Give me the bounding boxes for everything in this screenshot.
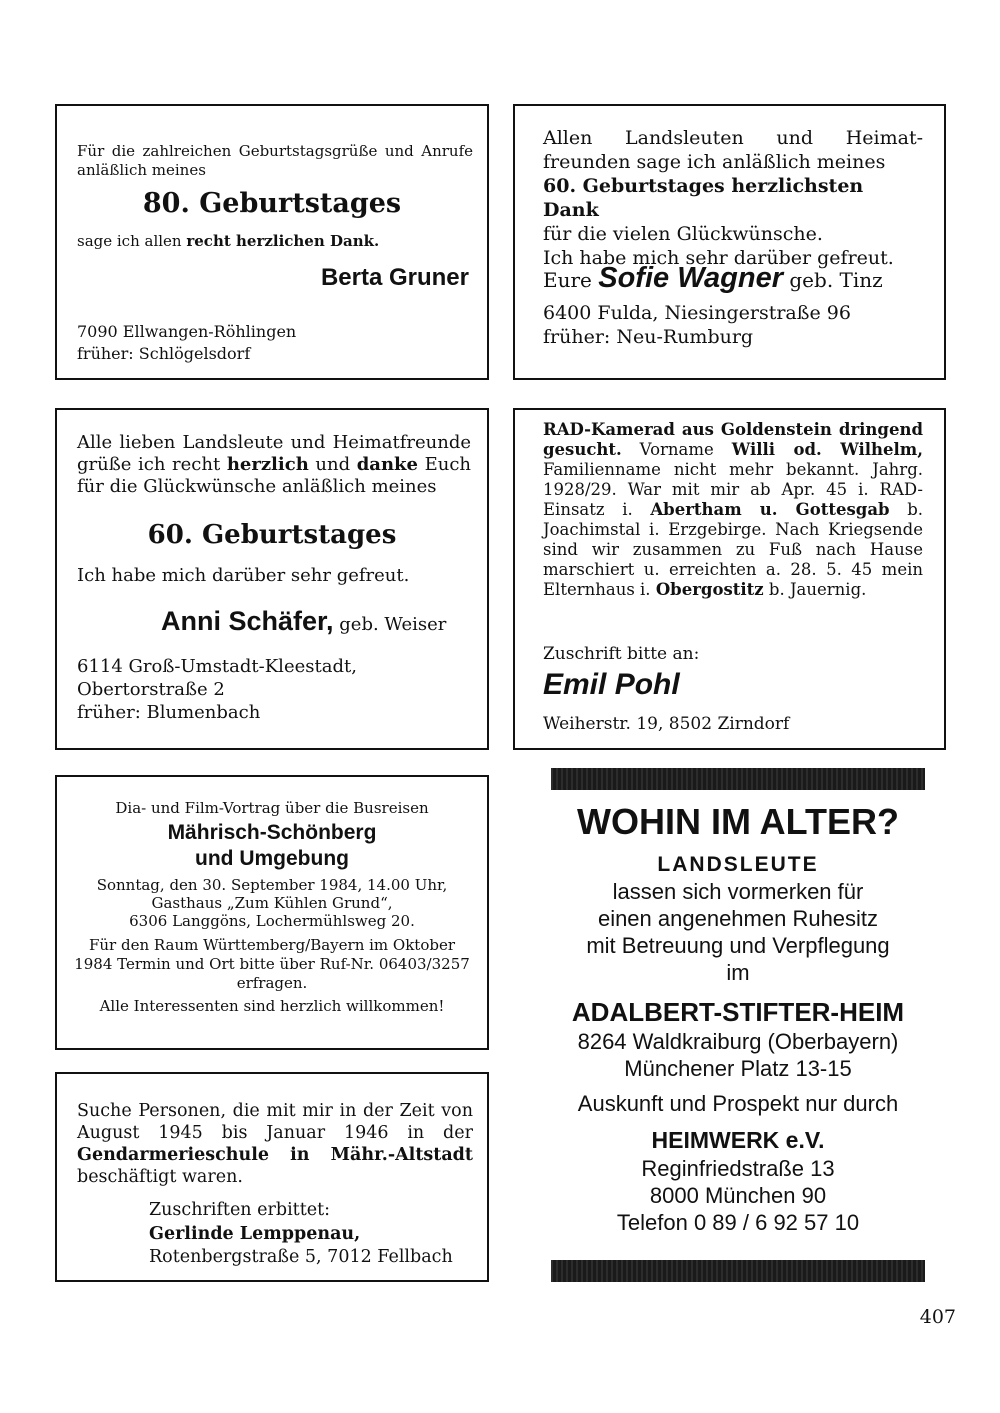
ad4-contact-label: Zuschrift bitte an: [543,644,700,664]
ad7-sub: LANDSLEUTE [657,853,819,876]
ad2-signature [543,262,883,295]
ad4-text-1: Vorname [621,440,732,459]
ad-birthday-berta-gruner [55,104,489,380]
ad7-org-phone: Telefon 0 89 / 6 92 57 10 [616,1210,860,1235]
ad2-sig-pre: Eure [543,268,599,292]
ad5-intro: Dia- und Film-Vortrag über die Busreisen [115,799,429,817]
ad3-address-3: früher: Blumenbach [77,702,261,723]
ad2-text [543,126,923,270]
ad-search-rad-kamerad [513,408,946,750]
ad3-address-2: Obertorstraße 2 [77,679,225,700]
ad5-detail-1: Sonntag, den 30. September 1984, 14.00 Uhr, [96,876,448,894]
ad5-detail-4: Für den Raum Württemberg/Bayern im Oktober 1984 Termin und Ort bitte über Ruf-Nr. 06403/3257 erfragen. [74,936,470,992]
ad7-top-bar [551,768,925,790]
ad1-address-2: früher: Schlögelsdorf [77,344,251,363]
ad7-address-2: Münchener Platz 13-15 [624,1056,852,1081]
ad4-address: Weiherstr. 19, 8502 Zirndorf [543,714,790,734]
ad4-name: Emil Pohl [543,668,680,701]
ad6-p1: Suche Personen, die mit mir in der Zeit von August 1945 bis Januar 1946 in der [77,1101,473,1143]
ad7-line-4: im [726,960,750,985]
ad7-line-2: einen angenehmen Ruhesitz [597,906,879,931]
ad7-line-1: lassen sich vormerken für [612,879,864,904]
ad1-thanks [77,232,379,250]
ad-birthday-sofie-wagner [513,104,946,380]
ad7-org-address-1: Reginfriedstraße 13 [641,1156,835,1181]
ad-birthday-anni-schaefer [55,408,489,750]
ad3-headline: 60. Geburtstages [147,520,397,550]
ad2-line-5: Ich habe mich sehr darüber gefreut. [543,247,894,269]
ad3-sig-post: geb. Weiser [333,614,447,635]
ad3-signature [161,606,446,637]
ad1-headline: 80. Geburtstages [142,188,402,219]
ad7-home: ADALBERT-STIFTER-HEIM [571,997,905,1027]
ad1-name: Berta Gruner [320,264,469,291]
ad7-line-3: mit Betreuung und Verpflegung [586,933,890,958]
ad7-org: HEIMWERK e.V. [651,1127,825,1153]
ad4-text-3: b. Joachimstal i. Erzgebirge. Nach Kriegsende sind wir zusammen zu Fuß nach Hause marschiert u. erreichten a. 28. 5. 45 mein Elternhaus i. [543,500,923,599]
ad4-bold-4: Obergostitz [655,580,764,599]
ad6-p1-bold: Gendarmerieschule in Mähr.-Altstadt [77,1145,473,1165]
ad5-content [73,799,471,1015]
ad3-p1-bold-1: herzlich [226,454,309,475]
page-number: 407 [919,1306,956,1328]
ad3-p1-end: Euch für die Glückwünsche anläßlich meines [77,454,471,497]
ad4-bold-2: Willi od. Wilhelm, [731,440,923,459]
ad-film-lecture [55,775,489,1050]
ad2-line-1: Allen Landsleuten und Heimat- [543,127,923,149]
ad4-text-4: b. Jauernig. [763,580,867,599]
ad3-p1-mid: und [308,454,357,475]
ad6-paragraph [77,1100,473,1188]
ad2-sig-post: geb. Tinz [783,268,883,292]
ad2-sig-name: Sofie Wagner [598,262,784,294]
ad-retirement-home [520,800,956,1236]
ad5-detail-5: Alle Interessenten sind herzlich willkommen! [99,997,445,1015]
ad3-p1-bold-2: danke [356,454,418,475]
ad7-org-address-2: 8000 München 90 [649,1183,827,1208]
ad4-text-2: Familienname nicht mehr bekannt. Jahrg. 1928/29. War mit mir ab Apr. 45 i. RAD-Einsatz i. [543,460,923,519]
ad2-address-1: 6400 Fulda, Niesingerstraße 96 [543,302,851,324]
ad2-line-4: für die vielen Glückwünsche. [543,223,823,245]
ad6-contact-label: Zuschriften erbittet: [149,1200,331,1220]
ad3-line: Ich habe mich darüber sehr gefreut. [77,565,410,586]
ad7-info: Auskunft und Prospekt nur durch [577,1091,899,1116]
ad5-detail-3: 6306 Langgöns, Lochermühlsweg 20. [129,912,415,930]
ad5-title-2: und Umgebung [195,847,349,870]
ad3-address-1: 6114 Groß-Umstadt-Kleestadt, [77,656,357,677]
ad2-address-2: früher: Neu-Rumburg [543,326,754,348]
ad1-thanks-text: sage ich allen [77,232,187,250]
ad6-p1-end: beschäftigt waren. [77,1167,243,1187]
ad7-address-1: 8264 Waldkraiburg (Oberbayern) [577,1029,899,1054]
ad6-address: Rotenbergstraße 5, 7012 Fellbach [149,1247,453,1267]
ad3-paragraph [77,432,471,498]
ad5-detail-2: Gasthaus „Zum Kühlen Grund“, [151,894,393,912]
ad3-sig-name: Anni Schäfer, [161,606,334,636]
ad4-bold-3: Abertham u. Gottesgab [650,500,890,519]
ad2-line-2: freunden sage ich anläßlich meines [543,151,886,173]
ad1-address-1: 7090 Ellwangen-Röhlingen [77,322,297,341]
ad6-name: Gerlinde Lemppenau, [149,1224,361,1244]
ad4-bold-1: RAD-Kamerad aus Goldenstein dringend gesucht. [543,420,923,459]
ad3-p1: Alle lieben Landsleute und Heimatfreunde grüße ich recht [77,432,471,475]
ad7-headline: WOHIN IM ALTER? [577,801,899,842]
ad1-intro: Für die zahlreichen Geburtstagsgrüße und Anrufe anläßlich meines [77,142,473,179]
ad-search-gendarmerie [55,1072,489,1282]
ad2-line-3: 60. Geburtstages herzlichsten Dank [543,175,864,221]
ad7-bottom-bar [551,1260,925,1282]
ad4-paragraph [543,420,923,600]
ad1-thanks-bold: recht herzlichen Dank. [186,232,380,250]
ad5-title-1: Mährisch-Schönberg [167,821,377,844]
